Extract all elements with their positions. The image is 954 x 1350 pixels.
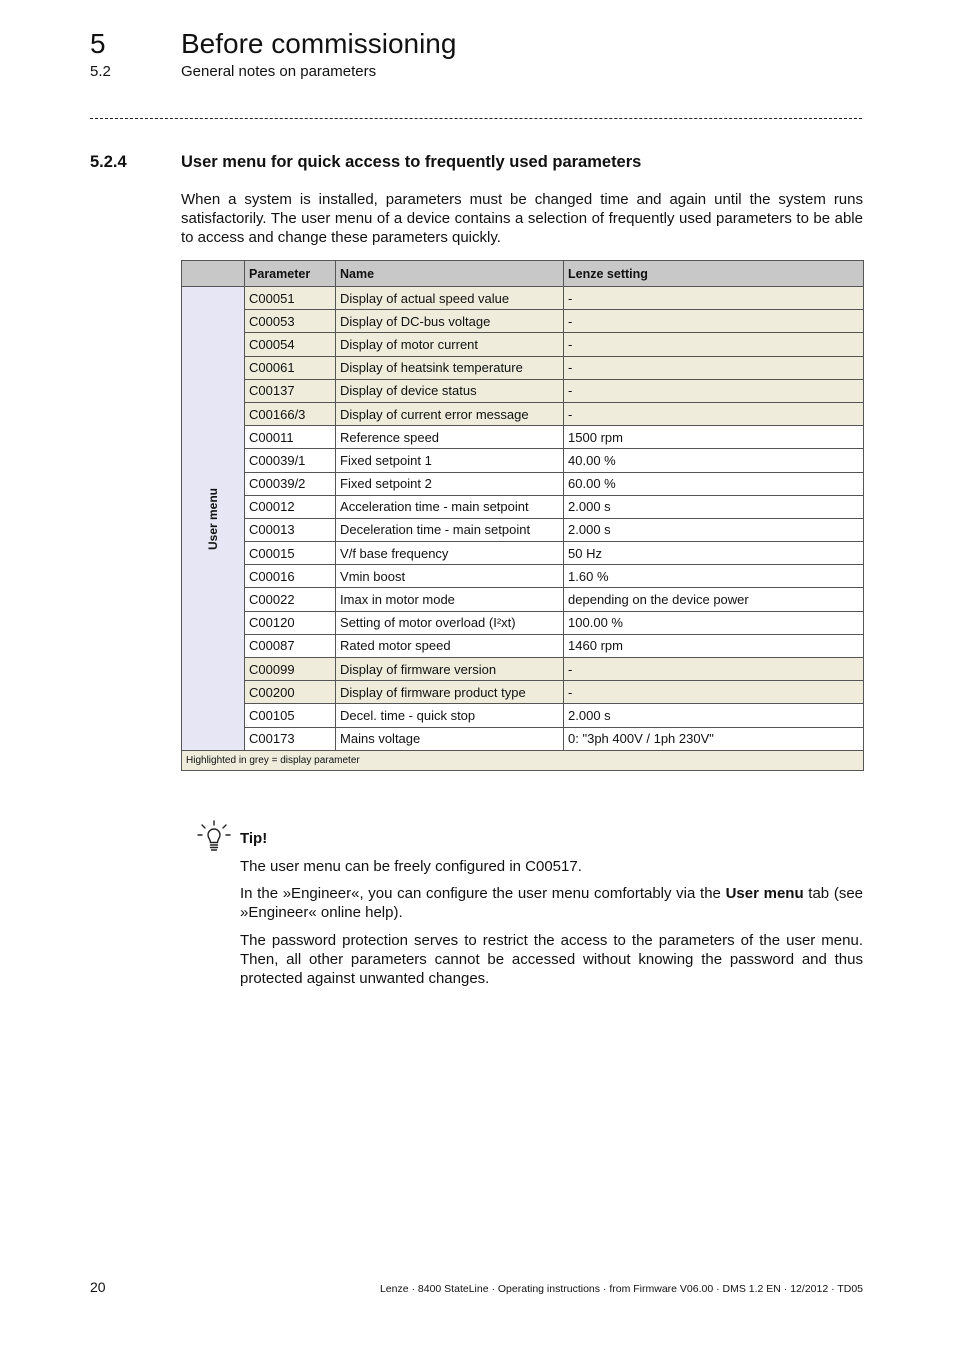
- setting-cell: -: [564, 379, 864, 402]
- table-row: [182, 495, 864, 518]
- table-row: [182, 565, 864, 588]
- setting-cell: depending on the device power: [564, 588, 864, 611]
- setting-cell: -: [564, 658, 864, 681]
- setting-cell: 2.000 s: [564, 704, 864, 727]
- setting-cell: -: [564, 681, 864, 704]
- setting-cell: 0: "3ph 400V / 1ph 230V": [564, 727, 864, 750]
- intro-paragraph: When a system is installed, parameters must be changed time and again until the system runs satisfactorily. The user menu of a device contains a selection of frequently used parameters to be able to access and change these parameters quickly.: [181, 191, 863, 247]
- name-cell: Display of motor current: [336, 333, 564, 356]
- table-row: [182, 542, 864, 565]
- setting-cell: 2.000 s: [564, 495, 864, 518]
- chapter-number: 5: [90, 28, 106, 59]
- setting-cell: -: [564, 310, 864, 333]
- column-header-parameter: Parameter: [245, 261, 336, 287]
- parameter-cell: C00173: [245, 727, 336, 750]
- tip-paragraph-3: The password protection serves to restrict the access to the parameters of the user menu. Then, all other parameters cannot be accessed without knowing the password and thus protected against unwanted changes.: [240, 932, 863, 988]
- parameter-cell: C00166/3: [245, 402, 336, 425]
- parameter-cell: C00016: [245, 565, 336, 588]
- table-row: [182, 658, 864, 681]
- subsection-number: 5.2.4: [90, 153, 127, 171]
- setting-cell: 1.60 %: [564, 565, 864, 588]
- table-footnote-row: [182, 750, 864, 770]
- setting-cell: 50 Hz: [564, 542, 864, 565]
- parameter-cell: C00105: [245, 704, 336, 727]
- section-title: General notes on parameters: [181, 63, 377, 80]
- tip-p2-before: In the »Engineer«, you can configure the user menu comfortably via the: [240, 885, 726, 902]
- side-label-cell: [182, 287, 245, 751]
- parameter-cell: C00137: [245, 379, 336, 402]
- table-row: [182, 704, 864, 727]
- subsection-title: User menu for quick access to frequently used parameters: [181, 153, 642, 171]
- name-cell: Display of heatsink temperature: [336, 356, 564, 379]
- setting-cell: -: [564, 287, 864, 310]
- parameter-cell: C00200: [245, 681, 336, 704]
- setting-cell: 40.00 %: [564, 449, 864, 472]
- name-cell: Rated motor speed: [336, 634, 564, 657]
- tip-paragraph-1: The user menu can be freely configured in C00517.: [240, 858, 582, 875]
- name-cell: Fixed setpoint 2: [336, 472, 564, 495]
- tip-p2-after: tab (see »Engineer« online help).: [240, 885, 864, 922]
- name-cell: Display of DC-bus voltage: [336, 310, 564, 333]
- table-row: [182, 588, 864, 611]
- table-row: [182, 727, 864, 750]
- tip-paragraph-2: [240, 884, 863, 922]
- table-row: [182, 333, 864, 356]
- table-row: [182, 449, 864, 472]
- table-row: [182, 356, 864, 379]
- tip-label: Tip!: [240, 830, 268, 847]
- parameter-cell: C00099: [245, 658, 336, 681]
- table-row: [182, 681, 864, 704]
- table-footnote: Highlighted in grey = display parameter: [182, 750, 864, 770]
- parameter-cell: C00054: [245, 333, 336, 356]
- chapter-title: Before commissioning: [181, 28, 457, 59]
- parameter-cell: C00120: [245, 611, 336, 634]
- setting-cell: 2.000 s: [564, 518, 864, 541]
- name-cell: Fixed setpoint 1: [336, 449, 564, 472]
- parameter-cell: C00015: [245, 542, 336, 565]
- header-divider: [90, 118, 862, 119]
- name-cell: Imax in motor mode: [336, 588, 564, 611]
- setting-cell: -: [564, 333, 864, 356]
- parameter-cell: C00051: [245, 287, 336, 310]
- setting-cell: -: [564, 356, 864, 379]
- name-cell: Vmin boost: [336, 565, 564, 588]
- name-cell: Decel. time - quick stop: [336, 704, 564, 727]
- name-cell: Display of current error message: [336, 402, 564, 425]
- table-row: [182, 379, 864, 402]
- side-label: User menu: [206, 487, 221, 550]
- parameter-cell: C00013: [245, 518, 336, 541]
- parameter-cell: C00022: [245, 588, 336, 611]
- tip-p2-bold: User menu: [725, 885, 804, 902]
- table-row: [182, 287, 864, 310]
- user-menu-table: [181, 260, 864, 771]
- parameter-cell: C00039/2: [245, 472, 336, 495]
- setting-cell: 60.00 %: [564, 472, 864, 495]
- page-number: 20: [90, 1279, 106, 1295]
- table-row: [182, 634, 864, 657]
- parameter-cell: C00061: [245, 356, 336, 379]
- table-row: [182, 426, 864, 449]
- table-header-row: [182, 261, 864, 287]
- name-cell: Display of firmware product type: [336, 681, 564, 704]
- name-cell: Mains voltage: [336, 727, 564, 750]
- name-cell: Reference speed: [336, 426, 564, 449]
- table-row: [182, 310, 864, 333]
- table-body: [182, 287, 864, 751]
- name-cell: Setting of motor overload (I²xt): [336, 611, 564, 634]
- parameter-cell: C00012: [245, 495, 336, 518]
- footer-text: Lenze · 8400 StateLine · Operating instructions · from Firmware V06.00 · DMS 1.2 EN · 12/2012 · TD05: [379, 1283, 863, 1295]
- table-row: [182, 472, 864, 495]
- parameter-cell: C00039/1: [245, 449, 336, 472]
- section-number: 5.2: [90, 63, 111, 80]
- name-cell: Acceleration time - main setpoint: [336, 495, 564, 518]
- lightbulb-icon: [197, 820, 231, 854]
- setting-cell: 100.00 %: [564, 611, 864, 634]
- name-cell: V/f base frequency: [336, 542, 564, 565]
- setting-cell: 1500 rpm: [564, 426, 864, 449]
- table-row: [182, 611, 864, 634]
- header-spacer: [182, 261, 245, 287]
- parameter-cell: C00011: [245, 426, 336, 449]
- parameter-cell: C00087: [245, 634, 336, 657]
- name-cell: Display of actual speed value: [336, 287, 564, 310]
- parameter-cell: C00053: [245, 310, 336, 333]
- setting-cell: 1460 rpm: [564, 634, 864, 657]
- name-cell: Display of firmware version: [336, 658, 564, 681]
- table-row: [182, 402, 864, 425]
- table-row: [182, 518, 864, 541]
- column-header-setting: Lenze setting: [564, 261, 864, 287]
- name-cell: Deceleration time - main setpoint: [336, 518, 564, 541]
- column-header-name: Name: [336, 261, 564, 287]
- setting-cell: -: [564, 402, 864, 425]
- name-cell: Display of device status: [336, 379, 564, 402]
